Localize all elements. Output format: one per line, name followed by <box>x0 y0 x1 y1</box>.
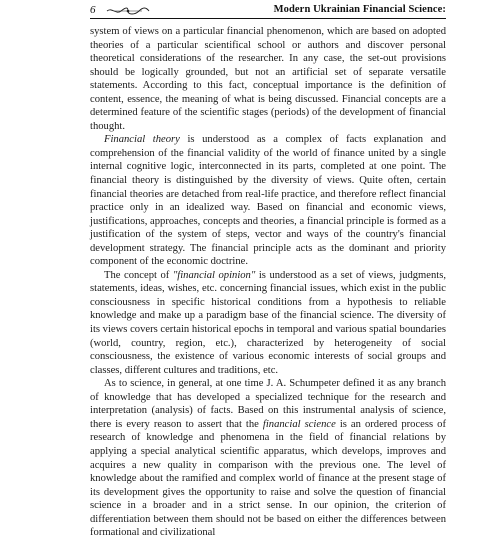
paragraph-text: system of views on a particular financial phenomenon, which are based on adopted theories of a particular scientifical school or authors and discover personal theoretical considerations of the researcher. In any case, the set-out provisions should be logically grounded, but not an artificial set of separate versatile statements. According to this fact, conceptual importance is the definition of content, essence, the meaning of what is being discussed. Financial concepts are a determined feature of the scientific stages (periods) of the development of financial thought. <box>90 26 446 132</box>
paragraph-text: is understood as a complex of facts explanation and comprehension of the financial validity of the world of finance united by a single internal cognitive logic, interconnected in its parts, completed at one point. The financial theory is distinguished by the diversity of views. Quite often, certain financial theories are detached from real-life practice, and therefore reflect financial practice only in an idealized way. Based on financial and economic views, justifications, approaches, concepts and theories, a financial principle is formed as a justification of the system of steps, vector and ways of the country's financial development strategy. The financial principle acts as the dominant and priority component of the economic doctrine. <box>90 134 446 268</box>
paragraph-text: is understood as a set of views, judgments, statements, ideas, wishes, etc. concerning financial issues, which exist in the public consciousness in specific historical conditions from a hypothesis to reliable knowledge and make up a paradigm base of the financial science. The diversity of its views covers certain historical epochs in temporal and various spatial boundaries (world, country, region, etc.), characterized by heterogeneity of social consciousness, the existence of various economic interests of social groups and classes, different cultures and traditions, etc. <box>90 269 446 376</box>
paragraph-text: The concept of <box>104 269 173 281</box>
paragraph <box>90 377 446 540</box>
italic-term: "financial opinion" <box>172 269 256 281</box>
paragraph-text: As to science, in general, at one time J. A. Schumpeter defined it as any branch of knowledge that has developed a specialized technique for the research and interpretation (analysis) of facts. Based on this instrumental analysis of science, there is every reason to assert that the <box>90 378 446 430</box>
italic-term: financial science <box>262 418 336 430</box>
body-text <box>90 25 446 540</box>
paragraph <box>90 133 446 268</box>
italic-term: Financial theory <box>104 134 180 146</box>
paragraph-text: is an ordered process of research of knowledge and phenomena in the field of financial relations by applying a special analytical scientific apparatus, which develops, improves and acquires a new quality in comparison with the previous one. The level of knowledge about the ramified and complex world of finance at the present stage of its development gives the opportunity to raise and solve the question of financial science in a broader and in a strict sense. In our opinion, the criterion of differentiation between them should not be based on either the differences between formational and civilizational <box>90 418 446 539</box>
page-number: 6 <box>90 4 96 16</box>
page-header <box>90 4 446 18</box>
paragraph <box>90 25 446 133</box>
running-title: Modern Ukrainian Financial Science: <box>273 4 446 15</box>
paragraph <box>90 269 446 377</box>
header-rule <box>90 18 446 19</box>
decorative-flourish-icon <box>106 7 150 15</box>
